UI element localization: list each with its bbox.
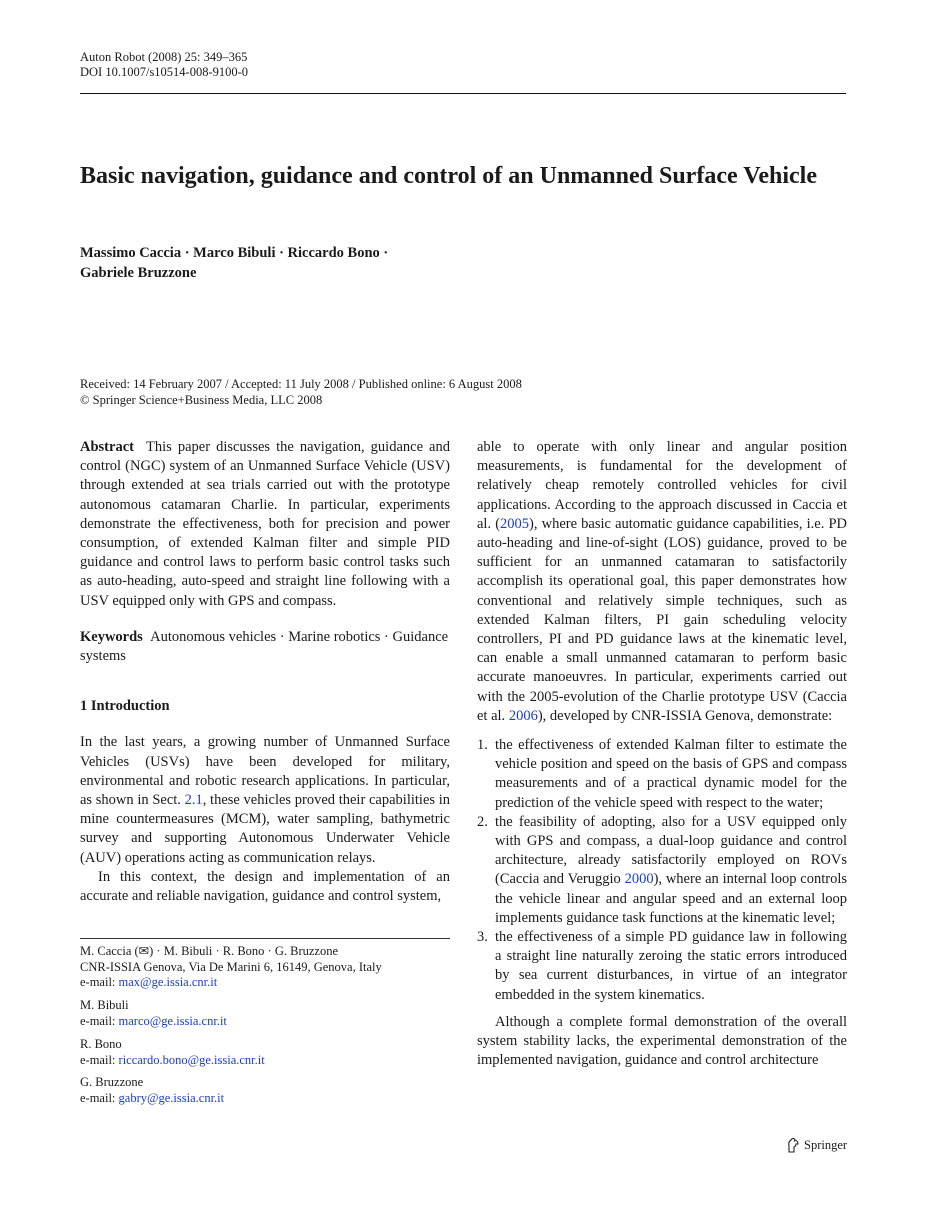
email-link[interactable]: gabry@ge.issia.cnr.it [118,1090,225,1105]
affiliation-block-1 [80,944,450,991]
doi: DOI 10.1007/s10514-008-9100-0 [80,65,249,79]
contribution-list [477,736,847,1005]
email-label: e-mail: [80,1090,119,1105]
authors-line-2: Gabriele Bruzzone [80,265,197,281]
intro-paragraph-2: In this context, the design and implementation of an accurate and reliable navigation, guidance and control system, [80,868,450,905]
running-head [80,50,248,80]
affil-4-email-line [80,1091,450,1107]
email-link[interactable]: marco@ge.issia.cnr.it [118,1013,227,1028]
list-item [477,736,847,813]
list-item-text: the effectiveness of a simple PD guidance law in following a straight line naturally zeroing the static errors introduced by sea current disturbances, in virtue of an integrator embedded in the system kinematics. [495,929,847,1003]
keywords-label: Keywords [80,628,143,645]
springer-horse-icon [786,1137,800,1153]
paper-title: Basic navigation, guidance and control of an Unmanned Surface Vehicle [80,163,817,189]
section-2-1-link[interactable]: 2.1 [184,792,203,809]
list-item [477,813,847,928]
list-item-text: the effectiveness of extended Kalman filter to estimate the vehicle position and speed on the basis of GPS and compass measurements and of a practical dynamic model for the prediction of the vehicle speed with respect to the water; [495,737,847,811]
affiliation-block-2 [80,998,450,1029]
affil-1-address: CNR-ISSIA Genova, Via De Marini 6, 16149, Genova, Italy [80,959,382,974]
copyright: © Springer Science+Business Media, LLC 2008 [80,393,323,407]
right-paragraph-2: Although a complete formal demonstration of the overall system stability lacks, the experimental demonstration of the implemented navigation, guidance and control architecture [477,1013,847,1069]
author-list [80,243,500,283]
email-label: e-mail: [80,1013,119,1028]
list-item [477,928,847,1005]
email-label: e-mail: [80,975,119,989]
section-heading-introduction: 1 Introduction [80,698,170,715]
affil-3-name: R. Bono [80,1037,122,1051]
affiliation-block-4 [80,1075,450,1106]
list-item-text-b: ), where an internal loop controls the vehicle linear and angular speed and an external loop implements guidance task functions at the kinematic level; [495,871,847,926]
footnote-rule [80,938,450,939]
right-p1-text-a: able to operate with only linear and angular position measurements, is fundamental for the development of relatively cheap remotely controlled vehicles for civil applications. According to the approach discussed in Caccia et al. ( [477,439,847,532]
abstract [80,438,450,611]
springer-wordmark: Springer [804,1138,848,1152]
header-rule [80,93,846,94]
affil-2-email-line [80,1014,450,1030]
right-p1-text-b: ), where basic automatic guidance capabilities, i.e. PD auto-heading and line-of-sight (LOS) guidance, proved to be sufficient for an unmanned catamaran to satisfactorily accomplish its operational goal, this paper demonstrates how conventional and relatively simple techniques, such as extended Kalman filters, PI gain scheduling velocity controllers, PI and PD guidance laws at the kinematic level, can enable a small unmanned catamaran to perform basic accurate manoeuvres. In particular, experiments carried out with the 2005-evolution of the Charlie prototype USV (Caccia et al. [477,515,847,724]
affil-3-email-line [80,1053,450,1069]
intro-paragraph-1 [80,733,450,867]
email-label: e-mail: [80,1052,119,1067]
list-number: 1. [477,737,488,754]
abstract-label: Abstract [80,439,134,455]
citation-2005-link[interactable]: 2005 [500,515,530,532]
journal-citation: Auton Robot (2008) 25: 349–365 [80,50,248,64]
right-column [477,438,847,1071]
keywords-text: Autonomous vehicles · Marine robotics · Guidance systems [80,628,449,665]
intro-p1-text-a: In the last years, a growing number of Unmanned Surface Vehicles (USVs) have been developed for military, environmental and robotic research applications. In particular, as shown in Sect. [80,734,450,809]
email-link[interactable]: max@ge.issia.cnr.it [118,975,218,989]
affil-4-name: G. Bruzzone [80,1075,144,1089]
citation-2000-link[interactable]: 2000 [624,871,654,888]
authors-line-1: Massimo Caccia · Marco Bibuli · Riccardo Bono · [80,245,389,261]
affil-2-name: M. Bibuli [80,998,129,1012]
list-item-text: the feasibility of adopting, also for a USV equipped only with GPS and compass, a dual-loop guidance and control architecture, already satisfactorily employed on ROVs (Caccia and Veruggio [495,813,847,888]
right-paragraph-1 [477,438,847,726]
affil-1-authors: M. Caccia (✉) · M. Bibuli · R. Bono · G. Bruzzone [80,944,338,958]
affiliation-block-3 [80,1037,450,1068]
keywords [80,628,450,666]
springer-logo [786,1137,847,1153]
citation-2006-link[interactable]: 2006 [508,707,538,724]
list-number: 3. [477,929,488,946]
received-dates: Received: 14 February 2007 / Accepted: 11 July 2008 / Published online: 6 August 2008 [80,377,522,391]
email-link[interactable]: riccardo.bono@ge.issia.cnr.it [118,1052,265,1067]
affil-1-email-line [80,975,450,991]
abstract-text: This paper discusses the navigation, guidance and control (NGC) system of an Unmanned Surface Vehicle (USV) through extended at sea trials carried out with the prototype autonomous catamaran Charlie. In particular, experiments demonstrate the effectiveness, both for precision and power consumption, of extended Kalman filter and simple PID guidance and control laws to perform basic control tasks such as auto-heading, auto-speed and straight line following with a USV equipped only with GPS and compass. [80,439,450,609]
intro-p1-text-b: , these vehicles proved their capabilities in mine countermeasures (MCM), water sampling, bathymetric survey and supporting Autonomous Underwater Vehicle (AUV) operations acting as communication relays. [80,792,450,866]
article-history [80,376,846,408]
right-p1-text-c: ), developed by CNR-ISSIA Genova, demonstrate: [537,707,833,724]
list-number: 2. [477,813,488,830]
left-column [80,438,450,906]
